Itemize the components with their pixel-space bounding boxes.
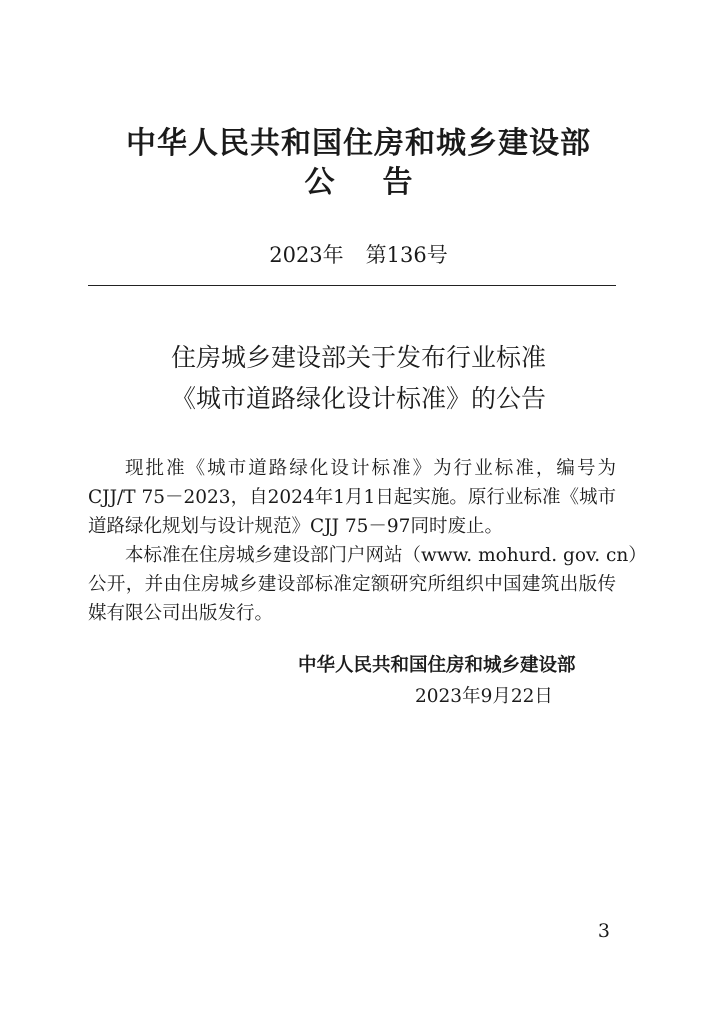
paragraph-1-line-1: 现批准《城市道路绿化设计标准》为行业标准，编号为: [125, 458, 616, 479]
paragraph-2-line-2: 公开，并由住房城乡建设部标准定额研究所组织中国建筑出版传: [88, 574, 616, 595]
signature-organization: 中华人民共和国住房和城乡建设部: [298, 655, 576, 676]
page-number: 3: [597, 920, 610, 942]
headline-line-1: 住房城乡建设部关于发布行业标准: [170, 343, 546, 372]
paragraph-2-line-1: 本标准在住房城乡建设部门户网站（www. mohurd. gov. cn）: [125, 545, 647, 566]
document-year: 2023年: [269, 243, 344, 267]
paragraph-1-line-3: 道路绿化规划与设计规范》CJJ 75－97同时废止。: [88, 516, 503, 537]
document-type: 公告: [304, 165, 461, 200]
document-number: 第136号: [365, 243, 448, 267]
header-divider: [88, 285, 616, 286]
ministry-title: 中华人民共和国住房和城乡建设部: [126, 126, 591, 161]
signature-date: 2023年9月22日: [415, 686, 553, 707]
document-number-line: [0, 241, 717, 269]
paragraph-1-line-2: CJJ/T 75－2023，自2024年1月1日起实施。原行业标准《城市: [88, 487, 616, 508]
paragraph-2-line-3: 媒有限公司出版发行。: [88, 603, 274, 624]
headline-line-2: 《城市道路绿化设计标准》的公告: [170, 384, 546, 413]
